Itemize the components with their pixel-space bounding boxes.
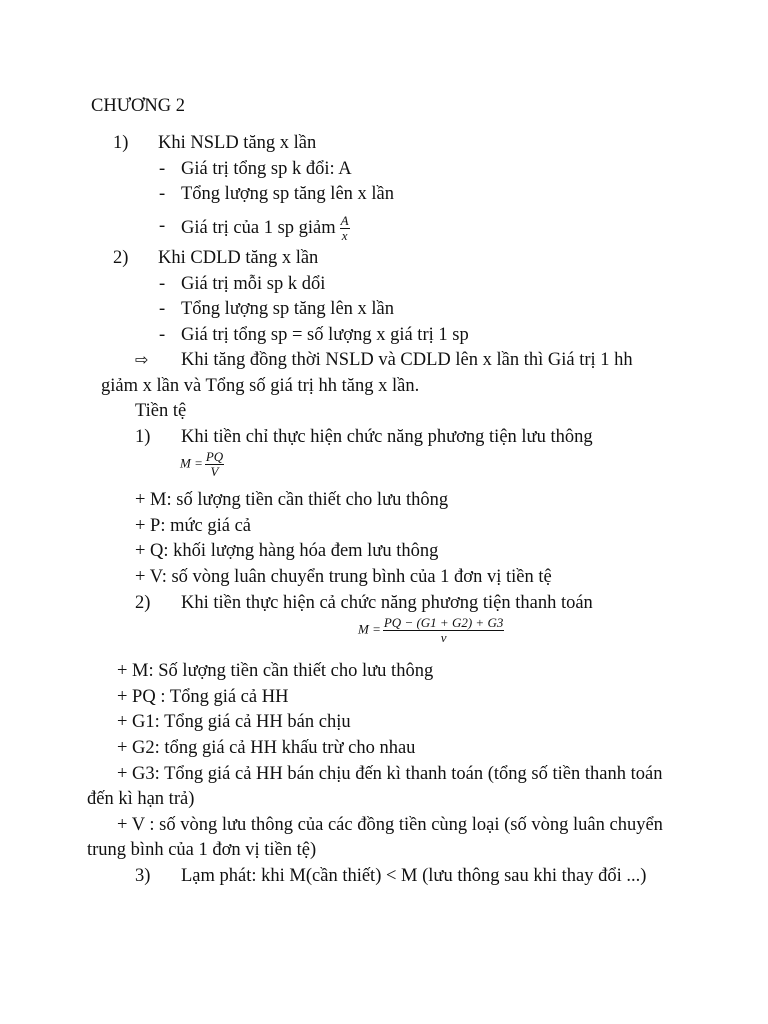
section-2-bullet-1: Giá trị mỗi sp k dổi [181, 274, 326, 294]
right-arrow-icon: ⇨ [135, 350, 149, 369]
section-2-bullet-3: Giá trị tổng sp = số lượng x giá trị 1 sp [181, 325, 469, 345]
money-2-def-g3-line-2: đến kì hạn trả) [87, 789, 195, 809]
section-1-bullet-3 [181, 214, 350, 243]
formula-1-numerator: PQ [205, 449, 224, 464]
formula-2 [358, 616, 504, 645]
money-1-def-v: + V: số vòng luân chuyển trung bình của 1 đơn vị tiền tệ [135, 567, 552, 587]
section-2-title: Khi CDLD tăng x lần [158, 248, 319, 268]
section-1-title: Khi NSLD tăng x lần [158, 133, 317, 153]
money-1-def-q: + Q: khối lượng hàng hóa đem lưu thông [135, 541, 439, 561]
formula-2-denominator: v [440, 630, 447, 645]
bullet-dash: - [159, 299, 166, 319]
bullet-dash: - [159, 216, 166, 236]
bullet-dash: - [159, 159, 166, 179]
formula-1 [180, 450, 224, 479]
money-2-def-v-line-1: + V : số vòng lưu thông của các đồng tiền cùng loại (số vòng luân chuyển [117, 815, 663, 835]
conclusion-line-1: Khi tăng đồng thời NSLD và CDLD lên x lần thì Giá trị 1 hh [181, 350, 633, 370]
money-item-2-title: Khi tiền thực hiện cả chức năng phương tiện thanh toán [181, 593, 593, 613]
bullet-dash: - [159, 325, 166, 345]
money-2-def-g2: + G2: tổng giá cả HH khấu trừ cho nhau [117, 738, 416, 758]
section-2-bullet-2: Tổng lượng sp tăng lên x lần [181, 299, 395, 319]
money-1-def-p: + P: mức giá cả [135, 516, 252, 536]
fraction-numerator: A [340, 213, 349, 228]
formula-1-lhs: M = [180, 455, 203, 471]
section-1-bullet-1: Giá trị tổng sp k đổi: A [181, 159, 352, 179]
money-item-1-title: Khi tiền chỉ thực hiện chức năng phương tiện lưu thông [181, 427, 593, 447]
money-2-def-g3-line-1: + G3: Tổng giá cả HH bán chịu đến kì thanh toán (tổng số tiền thanh toán [117, 764, 663, 784]
section-1-bullet-2: Tổng lượng sp tăng lên x lần [181, 184, 395, 204]
formula-2-lhs: M = [358, 621, 381, 637]
money-item-1-number: 1) [135, 427, 151, 447]
bullet-dash: - [159, 274, 166, 294]
fraction-denominator: x [341, 228, 348, 243]
money-2-def-g1: + G1: Tổng giá cả HH bán chịu [117, 712, 351, 732]
money-2-def-pq: + PQ : Tổng giá cả HH [117, 687, 289, 707]
money-1-def-m: + M: số lượng tiền cần thiết cho lưu thông [135, 490, 449, 510]
money-2-def-m: + M: Số lượng tiền cần thiết cho lưu thông [117, 661, 434, 681]
money-item-2-number: 2) [135, 593, 151, 613]
money-item-3-number: 3) [135, 866, 151, 886]
formula-1-fraction [205, 450, 224, 479]
money-2-def-v-line-2: trung bình của 1 đơn vị tiền tệ) [87, 840, 317, 860]
money-item-3-title: Lạm phát: khi M(cần thiết) < M (lưu thông sau khi thay đổi ...) [181, 866, 647, 886]
bullet-dash: - [159, 184, 166, 204]
chapter-heading: CHƯƠNG 2 [91, 96, 186, 116]
formula-2-fraction [383, 616, 504, 645]
fraction-a-over-x [340, 214, 350, 243]
section-1-number: 1) [113, 133, 129, 153]
section-1-bullet-3-text: Giá trị của 1 sp giảm [181, 217, 336, 238]
money-heading: Tiền tệ [135, 401, 187, 421]
formula-2-numerator: PQ − (G1 + G2) + G3 [383, 615, 504, 630]
section-2-number: 2) [113, 248, 129, 268]
conclusion-line-2: giảm x lần và Tổng số giá trị hh tăng x lần. [101, 376, 420, 396]
formula-1-denominator: V [210, 464, 219, 479]
